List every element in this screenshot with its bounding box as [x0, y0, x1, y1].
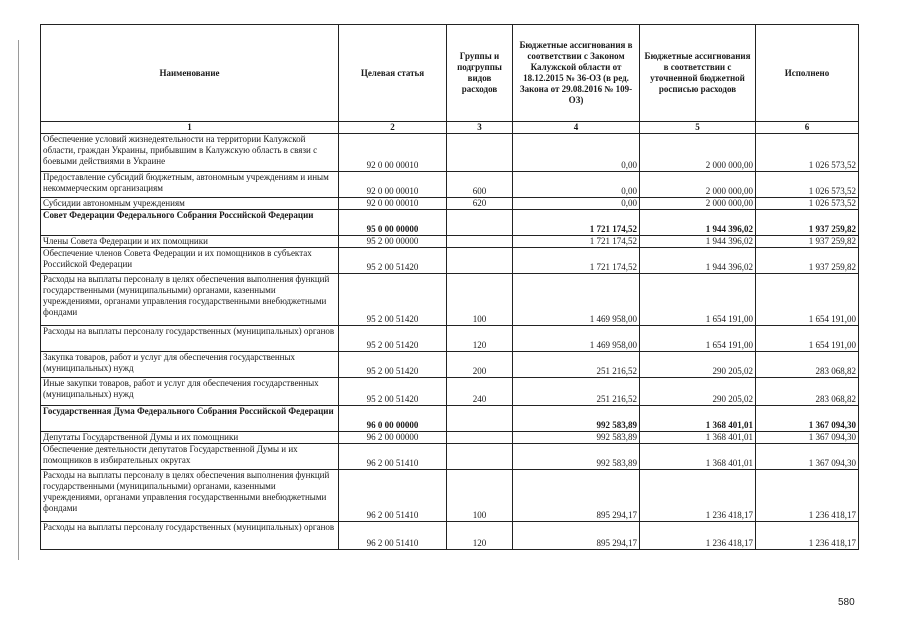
group-code-cell: 100: [447, 274, 513, 326]
column-number: 3: [447, 122, 513, 134]
group-code-cell: 120: [447, 326, 513, 352]
group-code-cell: 240: [447, 378, 513, 406]
target-code-cell: 95 2 00 51420: [339, 274, 447, 326]
law-allocation-cell: 1 721 174,52: [513, 210, 640, 236]
target-code-cell: 95 0 00 00000: [339, 210, 447, 236]
row-name-cell: Расходы на выплаты персоналу в целях обеспечения выполнения функций государственными (муниципальными) органами, казенными учреждениями, органами управления государственными внебюджетными фондами: [41, 274, 339, 326]
executed-cell: 1 654 191,00: [756, 326, 859, 352]
row-name-cell: Закупка товаров, работ и услуг для обеспечения государственных (муниципальных) нужд: [41, 352, 339, 378]
header-row: [41, 25, 859, 122]
row-name-cell: Расходы на выплаты персоналу государственных (муниципальных) органов: [41, 522, 339, 550]
table-row: [41, 134, 859, 172]
target-code-cell: 96 0 00 00000: [339, 406, 447, 432]
row-name-cell: Обеспечение условий жизнедеятельности на территории Калужской области, граждан Украины, прибывшим в Калужскую область в связи с боевыми действиями в Украине: [41, 134, 339, 172]
executed-cell: 1 367 094,30: [756, 444, 859, 470]
executed-cell: 1 937 259,82: [756, 236, 859, 248]
adjusted-allocation-cell: 1 944 396,02: [640, 236, 756, 248]
executed-cell: 1 026 573,52: [756, 198, 859, 210]
executed-cell: 1 367 094,30: [756, 432, 859, 444]
table-row: [41, 378, 859, 406]
law-allocation-cell: 0,00: [513, 172, 640, 198]
table-row: [41, 470, 859, 522]
row-name-cell: Расходы на выплаты персоналу государственных (муниципальных) органов: [41, 326, 339, 352]
law-allocation-cell: 251 216,52: [513, 352, 640, 378]
law-allocation-cell: 1 469 958,00: [513, 326, 640, 352]
column-number: 4: [513, 122, 640, 134]
executed-cell: 1 236 418,17: [756, 470, 859, 522]
row-name-cell: Депутаты Государственной Думы и их помощники: [41, 432, 339, 444]
executed-cell: 283 068,82: [756, 378, 859, 406]
column-number: 5: [640, 122, 756, 134]
adjusted-allocation-cell: 1 236 418,17: [640, 470, 756, 522]
executed-cell: 283 068,82: [756, 352, 859, 378]
target-code-cell: 92 0 00 00010: [339, 134, 447, 172]
executed-cell: 1 654 191,00: [756, 274, 859, 326]
adjusted-allocation-cell: 1 944 396,02: [640, 210, 756, 236]
group-code-cell: 600: [447, 172, 513, 198]
column-number: 6: [756, 122, 859, 134]
table-row: [41, 198, 859, 210]
group-code-cell: 100: [447, 470, 513, 522]
left-margin-mark: [18, 40, 19, 560]
law-allocation-cell: 0,00: [513, 198, 640, 210]
table-row: [41, 326, 859, 352]
header-group: Группы и подгруппы видов расходов: [447, 25, 513, 122]
target-code-cell: 96 2 00 00000: [339, 432, 447, 444]
table-row: [41, 274, 859, 326]
row-name-cell: Члены Совета Федерации и их помощники: [41, 236, 339, 248]
row-name-cell: Субсидии автономным учреждениям: [41, 198, 339, 210]
executed-cell: 1 026 573,52: [756, 134, 859, 172]
adjusted-allocation-cell: 1 654 191,00: [640, 326, 756, 352]
adjusted-allocation-cell: 2 000 000,00: [640, 134, 756, 172]
group-code-cell: 200: [447, 352, 513, 378]
column-number: 1: [41, 122, 339, 134]
target-code-cell: 96 2 00 51410: [339, 444, 447, 470]
table-row: [41, 432, 859, 444]
group-code-cell: [447, 444, 513, 470]
law-allocation-cell: 992 583,89: [513, 444, 640, 470]
executed-cell: 1 937 259,82: [756, 248, 859, 274]
target-code-cell: 95 2 00 51420: [339, 352, 447, 378]
law-allocation-cell: 251 216,52: [513, 378, 640, 406]
executed-cell: 1 937 259,82: [756, 210, 859, 236]
page-number: 580: [838, 597, 855, 608]
group-code-cell: [447, 248, 513, 274]
table-row: [41, 522, 859, 550]
target-code-cell: 96 2 00 51410: [339, 470, 447, 522]
group-code-cell: [447, 134, 513, 172]
header-executed: Исполнено: [756, 25, 859, 122]
header-adjusted-allocations: Бюджетные ассигнования в соответствии с уточненной бюджетной росписью расходов: [640, 25, 756, 122]
group-code-cell: [447, 236, 513, 248]
row-name-cell: Обеспечение деятельности депутатов Государственной Думы и их помощников в избирательных округах: [41, 444, 339, 470]
column-number-row: [41, 122, 859, 134]
executed-cell: 1 026 573,52: [756, 172, 859, 198]
adjusted-allocation-cell: 1 236 418,17: [640, 522, 756, 550]
law-allocation-cell: 0,00: [513, 134, 640, 172]
adjusted-allocation-cell: 1 654 191,00: [640, 274, 756, 326]
group-code-cell: [447, 406, 513, 432]
row-name-cell: Иные закупки товаров, работ и услуг для обеспечения государственных (муниципальных) нужд: [41, 378, 339, 406]
table-row: [41, 248, 859, 274]
table-row: [41, 352, 859, 378]
law-allocation-cell: 1 721 174,52: [513, 248, 640, 274]
column-number: 2: [339, 122, 447, 134]
law-allocation-cell: 1 721 174,52: [513, 236, 640, 248]
target-code-cell: 92 0 00 00010: [339, 172, 447, 198]
group-code-cell: 620: [447, 198, 513, 210]
adjusted-allocation-cell: 290 205,02: [640, 378, 756, 406]
budget-table: [40, 24, 859, 550]
adjusted-allocation-cell: 1 368 401,01: [640, 406, 756, 432]
adjusted-allocation-cell: 2 000 000,00: [640, 198, 756, 210]
executed-cell: 1 367 094,30: [756, 406, 859, 432]
row-name-cell: Государственная Дума Федерального Собрания Российской Федерации: [41, 406, 339, 432]
law-allocation-cell: 1 469 958,00: [513, 274, 640, 326]
adjusted-allocation-cell: 2 000 000,00: [640, 172, 756, 198]
table-row: [41, 406, 859, 432]
header-name: Наименование: [41, 25, 339, 122]
law-allocation-cell: 992 583,89: [513, 432, 640, 444]
group-code-cell: [447, 432, 513, 444]
target-code-cell: 96 2 00 51410: [339, 522, 447, 550]
target-code-cell: 95 2 00 51420: [339, 378, 447, 406]
adjusted-allocation-cell: 1 368 401,01: [640, 432, 756, 444]
group-code-cell: 120: [447, 522, 513, 550]
row-name-cell: Предоставление субсидий бюджетным, автономным учреждениям и иным некоммерческим организациям: [41, 172, 339, 198]
law-allocation-cell: 895 294,17: [513, 470, 640, 522]
table-row: [41, 236, 859, 248]
law-allocation-cell: 992 583,89: [513, 406, 640, 432]
header-target: Целевая статья: [339, 25, 447, 122]
target-code-cell: 95 2 00 51420: [339, 326, 447, 352]
adjusted-allocation-cell: 1 368 401,01: [640, 444, 756, 470]
table-row: [41, 172, 859, 198]
header-law-allocations: Бюджетные ассигнования в соответствии с Законом Калужской области от 18.12.2015 № 36-ОЗ (в ред. Закона от 29.08.2016 № 109-ОЗ): [513, 25, 640, 122]
table-row: [41, 210, 859, 236]
row-name-cell: Обеспечение членов Совета Федерации и их помощников в субъектах Российской Федерации: [41, 248, 339, 274]
target-code-cell: 95 2 00 51420: [339, 248, 447, 274]
adjusted-allocation-cell: 1 944 396,02: [640, 248, 756, 274]
target-code-cell: 92 0 00 00010: [339, 198, 447, 210]
target-code-cell: 95 2 00 00000: [339, 236, 447, 248]
adjusted-allocation-cell: 290 205,02: [640, 352, 756, 378]
row-name-cell: Совет Федерации Федерального Собрания Российской Федерации: [41, 210, 339, 236]
law-allocation-cell: 895 294,17: [513, 522, 640, 550]
executed-cell: 1 236 418,17: [756, 522, 859, 550]
table-body: [41, 134, 859, 550]
group-code-cell: [447, 210, 513, 236]
table-row: [41, 444, 859, 470]
row-name-cell: Расходы на выплаты персоналу в целях обеспечения выполнения функций государственными (муниципальными) органами, казенными учреждениями, органами управления государственными внебюджетными фондами: [41, 470, 339, 522]
